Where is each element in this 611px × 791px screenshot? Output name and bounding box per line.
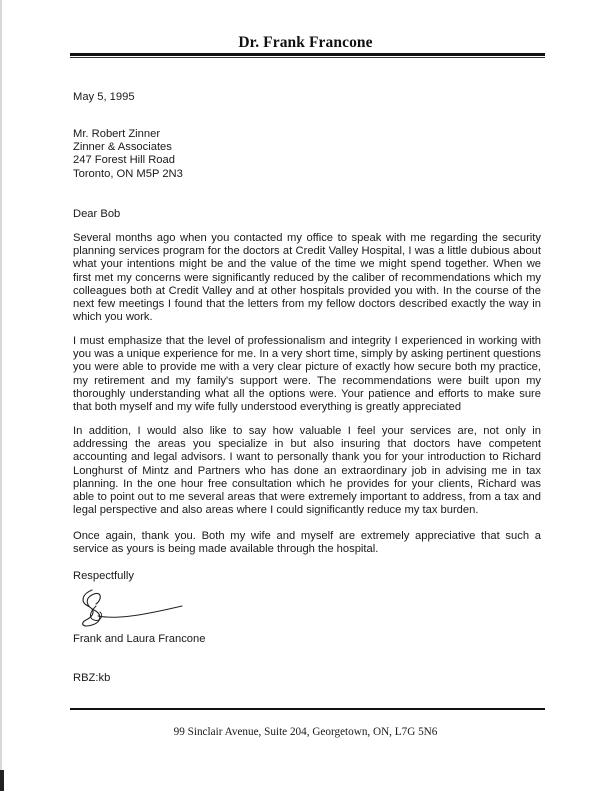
letterhead-rule-thin [70, 57, 545, 58]
letter-date: May 5, 1995 [73, 91, 135, 103]
reference-initials: RBZ:kb [73, 672, 111, 684]
body-paragraph: Several months ago when you contacted my office to speak with me regarding the security planning services program for the doctors at Credit Valley Hospital, I was a little dubious about what your intentions might be and the value of the time we might spend together. When we first met my concerns were significantly reduced by the caliber of recommendations which my colleagues both at Credit Valley and at other hospitals provided you with. In the course of the next few meetings I found that the letters from my fellow doctors described exactly the way in which you work. [73, 232, 541, 324]
letterhead-name: Dr. Frank Francone [238, 34, 373, 51]
recipient-line: Mr. Robert Zinner [73, 128, 161, 140]
recipient-address [73, 128, 183, 181]
footer-address: 99 Sinclair Avenue, Suite 204, Georgetown, ON, L7G 5N6 [173, 726, 438, 738]
closing: Respectfully [73, 570, 134, 582]
handwritten-signature [78, 586, 188, 628]
salutation: Dear Bob [73, 208, 121, 220]
recipient-line: Toronto, ON M5P 2N3 [73, 167, 183, 180]
body-paragraph: I must emphasize that the level of professionalism and integrity I experienced in working with you was a unique experience for me. In a very short time, simply by asking pertinent questions you were able to provide me with a very clear picture of exactly how secure both my practice, my retirement and my family's support were. The recommendations were built upon my thoroughly understanding what all the options were. Your patience and efforts to make sure that both myself and my wife fully understood everything is greatly appreciated [73, 335, 541, 414]
signer-names: Frank and Laura Francone [73, 633, 206, 645]
recipient-line: 247 Forest Hill Road [73, 154, 175, 167]
recipient-line: Zinner & Associates [73, 141, 172, 154]
body-paragraph: Once again, thank you. Both my wife and myself are extremely appreciative that such a service as yours is being made available through the hospital. [73, 530, 541, 556]
footer-rule [70, 708, 545, 710]
body-paragraph: In addition, I would also like to say how valuable I feel your services are, not only in addressing the areas you specialize in but also insuring that doctors have competent accounting and legal advisors. I want to personally thank you for your introduction to Richard Longhurst of Mintz and Partners who has done an extraordinary job in advising me in tax planning. In the one hour free consultation which he provides for your clients, Richard was able to point out to me several areas that were extremely important to address, from a tax and legal perspective and also areas where I could significantly reduce my tax burden. [73, 425, 541, 517]
scan-edge-mark [0, 770, 4, 791]
page-edge [0, 0, 2, 791]
letterhead-rule [70, 53, 545, 56]
